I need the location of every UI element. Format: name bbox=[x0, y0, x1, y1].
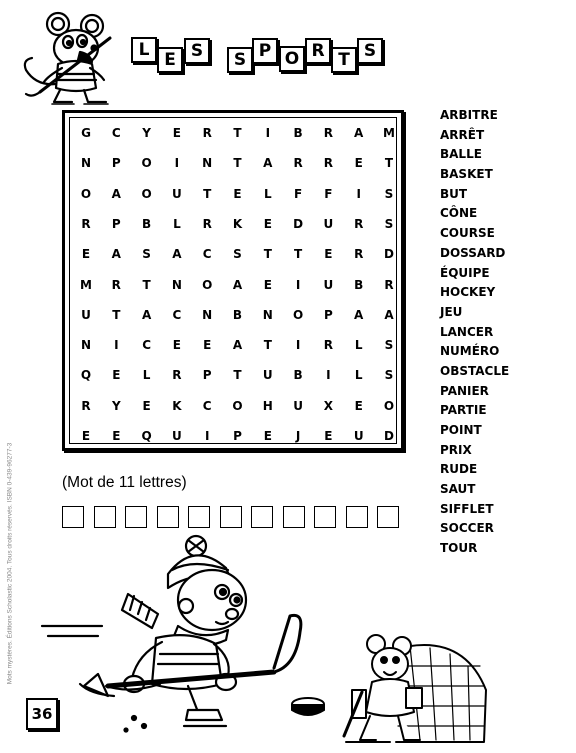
grid-cell: B bbox=[293, 368, 303, 383]
grid-cell: H bbox=[262, 398, 273, 413]
grid-cell: P bbox=[323, 307, 333, 322]
grid-cell: R bbox=[293, 156, 303, 171]
grid-cell: T bbox=[384, 156, 394, 171]
word-list-item: SOCCER bbox=[440, 521, 494, 536]
grid-cell: B bbox=[293, 126, 303, 140]
grid-cell: R bbox=[384, 277, 394, 292]
grid-cell: R bbox=[172, 368, 182, 383]
grid-cell: D bbox=[384, 429, 394, 443]
grid-cell: S bbox=[384, 186, 394, 201]
title-letter-tile: O bbox=[279, 46, 305, 72]
grid-cell: A bbox=[354, 307, 364, 322]
grid-cell: M bbox=[80, 277, 92, 292]
grid-cell: T bbox=[233, 126, 242, 140]
grid-cell: B bbox=[232, 307, 243, 322]
grid-cell: N bbox=[202, 307, 213, 322]
word-list-item: ARRÊT bbox=[440, 127, 485, 142]
answer-letter-box[interactable] bbox=[62, 506, 84, 528]
grid-cell: L bbox=[354, 368, 363, 383]
title-letter-tile: S bbox=[184, 38, 210, 64]
grid-cell: E bbox=[172, 126, 181, 140]
grid-cell: U bbox=[353, 429, 364, 443]
grid-cell: S bbox=[233, 247, 242, 262]
word-search-grid bbox=[62, 110, 404, 451]
grid-cell: T bbox=[233, 368, 242, 383]
grid-cell: T bbox=[263, 247, 272, 262]
mouse-hockey-player-illustration bbox=[22, 8, 130, 110]
grid-cell: E bbox=[81, 247, 91, 262]
grid-cell: E bbox=[324, 429, 333, 443]
grid-cell: R bbox=[323, 156, 334, 171]
answer-letter-box[interactable] bbox=[157, 506, 179, 528]
grid-cell: G bbox=[81, 126, 91, 140]
grid-cell: C bbox=[202, 247, 212, 262]
grid-cell: D bbox=[384, 247, 394, 262]
word-list-item: BUT bbox=[440, 186, 468, 201]
word-list-item: BASKET bbox=[440, 167, 493, 182]
title-letter-tile: P bbox=[252, 38, 278, 64]
grid-cell: E bbox=[81, 429, 91, 443]
grid-cell: N bbox=[171, 277, 182, 292]
grid-cell: E bbox=[233, 186, 242, 201]
grid-cell: A bbox=[384, 307, 394, 322]
grid-cell: O bbox=[80, 186, 92, 201]
grid-cell: R bbox=[323, 126, 334, 140]
grid-cell: O bbox=[202, 277, 213, 292]
grid-cell: B bbox=[142, 216, 152, 231]
grid-cell: E bbox=[354, 156, 363, 171]
grid-cell: F bbox=[324, 186, 333, 201]
answer-letter-box[interactable] bbox=[314, 506, 336, 528]
answer-letter-box[interactable] bbox=[188, 506, 210, 528]
grid-cell: D bbox=[293, 216, 304, 231]
grid-cell: T bbox=[203, 186, 212, 201]
grid-cell: A bbox=[111, 247, 121, 262]
grid-cell: S bbox=[384, 338, 394, 353]
grid-cell: U bbox=[323, 277, 334, 292]
word-list-item: JEU bbox=[440, 304, 463, 319]
grid-cell: I bbox=[174, 156, 180, 171]
grid-cell: E bbox=[172, 338, 181, 353]
grid-cell: A bbox=[263, 156, 273, 171]
title-letter-tile: S bbox=[227, 47, 253, 73]
grid-cell: U bbox=[323, 216, 334, 231]
grid-cell: A bbox=[232, 277, 243, 292]
grid-cell: O bbox=[141, 156, 152, 171]
grid-cell: L bbox=[173, 216, 181, 231]
word-list-item: PARTIE bbox=[440, 403, 487, 418]
grid-cell: N bbox=[80, 338, 92, 353]
grid-cell: I bbox=[204, 429, 210, 443]
answer-letter-box[interactable] bbox=[251, 506, 273, 528]
grid-cell: O bbox=[292, 307, 304, 322]
grid-cell: F bbox=[293, 186, 303, 201]
grid-cell: C bbox=[202, 398, 212, 413]
grid-cell: A bbox=[111, 186, 121, 201]
grid-cell: I bbox=[326, 368, 331, 383]
mouse-goalie-illustration bbox=[340, 632, 490, 746]
boy-hockey-player-skating-illustration bbox=[38, 534, 310, 740]
title-letter-tile: S bbox=[357, 38, 383, 64]
grid-cell: O bbox=[232, 398, 243, 413]
page-number: 36 bbox=[26, 698, 58, 730]
grid-cell: J bbox=[295, 429, 301, 443]
grid-cell: U bbox=[262, 368, 273, 383]
grid-cell: M bbox=[383, 126, 395, 140]
grid-cell: A bbox=[172, 247, 182, 262]
grid-cell: E bbox=[112, 429, 121, 443]
grid-cell: R bbox=[81, 216, 91, 231]
grid-cell: R bbox=[202, 216, 212, 231]
grid-cell: I bbox=[295, 338, 301, 353]
grid-cell: I bbox=[114, 338, 119, 353]
word-list-item: ÉQUIPE bbox=[440, 265, 490, 280]
grid-cell: R bbox=[354, 247, 364, 262]
grid-cell: K bbox=[232, 216, 243, 231]
grid-cell: T bbox=[142, 277, 151, 292]
grid-cell: P bbox=[202, 368, 212, 383]
grid-cell: A bbox=[141, 307, 152, 322]
grid-cell: Y bbox=[111, 398, 121, 413]
grid-cell: P bbox=[233, 429, 242, 443]
word-list-item: SIFFLET bbox=[440, 501, 494, 516]
title-letter-tile: L bbox=[131, 37, 157, 63]
grid-cell: S bbox=[384, 216, 394, 231]
grid-cell: I bbox=[356, 186, 361, 201]
grid-cell: T bbox=[112, 307, 121, 322]
word-list-item: CÔNE bbox=[440, 206, 478, 221]
grid-cell: R bbox=[202, 126, 212, 140]
grid-cell: E bbox=[203, 338, 212, 353]
grid-cell: Q bbox=[141, 429, 152, 443]
grid-cell: A bbox=[354, 126, 364, 140]
grid-cell: E bbox=[263, 429, 272, 443]
grid-cell: S bbox=[142, 247, 151, 262]
word-list-item: COURSE bbox=[440, 226, 495, 241]
answer-letter-box[interactable] bbox=[346, 506, 368, 528]
word-list-item: RUDE bbox=[440, 462, 478, 477]
grid-cell: I bbox=[265, 126, 271, 140]
grid-cell: Q bbox=[80, 368, 92, 383]
grid-cell: U bbox=[293, 398, 303, 413]
grid-cell: L bbox=[263, 186, 272, 201]
word-list-item: ARBITRE bbox=[440, 108, 498, 122]
answer-letter-box[interactable] bbox=[283, 506, 305, 528]
grid-cell: E bbox=[263, 277, 272, 292]
grid-cell: K bbox=[172, 398, 182, 413]
grid-cell: P bbox=[111, 156, 121, 171]
word-list-item: SAUT bbox=[440, 482, 476, 497]
grid-cell: R bbox=[81, 398, 91, 413]
answer-caption: (Mot de 11 lettres) bbox=[62, 474, 187, 491]
answer-letter-box[interactable] bbox=[377, 506, 399, 528]
word-list-item: PRIX bbox=[440, 442, 472, 457]
grid-cell: B bbox=[354, 277, 364, 292]
grid-cell: E bbox=[112, 368, 121, 383]
grid-cell: U bbox=[172, 429, 182, 443]
grid-cell: N bbox=[80, 156, 92, 171]
grid-cell: C bbox=[142, 338, 151, 353]
word-list-item: BALLE bbox=[440, 147, 482, 162]
grid-cell: O bbox=[141, 186, 152, 201]
grid-cell: T bbox=[233, 156, 242, 171]
grid-cell: E bbox=[142, 398, 151, 413]
word-list-item: DOSSARD bbox=[440, 245, 506, 260]
word-list-item: LANCER bbox=[440, 324, 494, 339]
hockey-puck-icon bbox=[288, 696, 328, 718]
grid-cell: U bbox=[81, 307, 91, 322]
word-list-item: HOCKEY bbox=[440, 285, 496, 300]
grid-cell: L bbox=[354, 338, 363, 353]
grid-cell: R bbox=[111, 277, 121, 292]
grid-cell: C bbox=[111, 126, 121, 140]
title-letter-tile: R bbox=[305, 38, 331, 64]
word-list-item: POINT bbox=[440, 423, 482, 437]
grid-cell: R bbox=[323, 338, 334, 353]
grid-cell: L bbox=[142, 368, 151, 383]
grid-cell: R bbox=[354, 216, 364, 231]
side-credit: Mots mystères. Éditions Scholastic 2004. Tous droits réservés. ISBN 0-439-96277-3 bbox=[6, 442, 14, 685]
grid-cell: T bbox=[263, 338, 272, 353]
word-list-item: OBSTACLE bbox=[440, 363, 510, 378]
grid-cell: X bbox=[323, 398, 334, 413]
grid-cell: S bbox=[384, 368, 394, 383]
grid-cell: U bbox=[172, 186, 182, 201]
grid-cell: Y bbox=[142, 126, 151, 140]
title-letter-tile: T bbox=[331, 47, 357, 73]
grid-cell: N bbox=[262, 307, 273, 322]
word-list-item: NUMÉRO bbox=[440, 344, 500, 359]
grid-cell: N bbox=[202, 156, 213, 171]
grid-cell: P bbox=[111, 216, 121, 231]
title-letter-tile: E bbox=[157, 47, 183, 73]
grid-cell: A bbox=[232, 338, 243, 353]
answer-letter-box[interactable] bbox=[94, 506, 116, 528]
grid-cell: E bbox=[354, 398, 363, 413]
grid-cell: O bbox=[383, 398, 395, 413]
grid-cell: I bbox=[295, 277, 301, 292]
answer-letter-box[interactable] bbox=[125, 506, 147, 528]
word-list-item: PANIER bbox=[440, 383, 489, 398]
grid-cell: E bbox=[324, 247, 333, 262]
grid-cell: T bbox=[294, 247, 303, 262]
grid-cell: E bbox=[263, 216, 272, 231]
word-list-item: TOUR bbox=[440, 541, 478, 556]
answer-letter-box[interactable] bbox=[220, 506, 242, 528]
grid-cell: C bbox=[172, 307, 182, 322]
word-list bbox=[440, 106, 570, 559]
